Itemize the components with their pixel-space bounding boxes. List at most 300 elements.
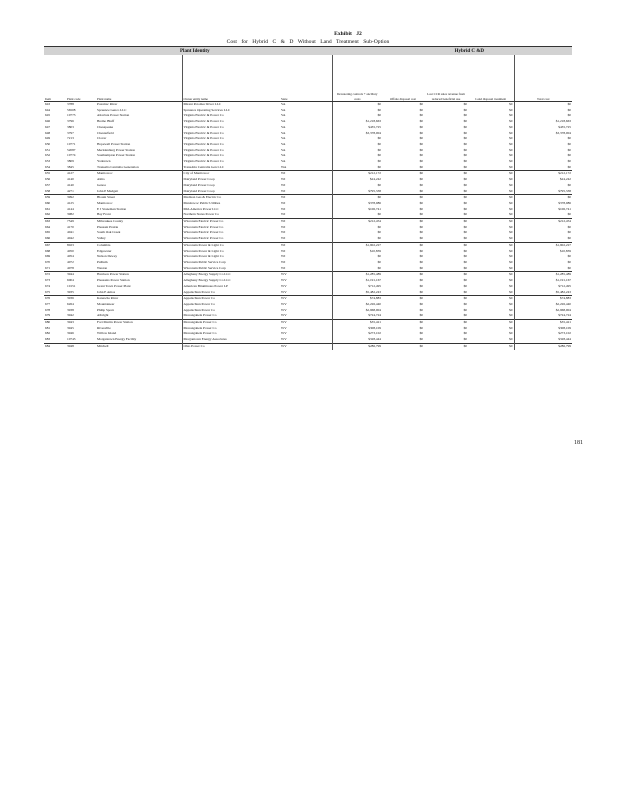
row-land-disposal: $0 (509, 124, 513, 129)
row-lost-ccr: $0 (424, 296, 468, 302)
row-lost-ccr: $0 (463, 124, 467, 129)
row-lost-ccr: $0 (463, 307, 467, 312)
row-owner: Appalachian Power Co (182, 302, 280, 308)
row-state: WI (281, 224, 286, 229)
row-land-disposal: $0 (509, 254, 513, 259)
row-lost-ccr: $0 (424, 242, 468, 248)
row-land-disposal: $0 (509, 177, 513, 182)
row-item: 679 (45, 313, 51, 318)
row-land-disposal: $0 (509, 230, 513, 235)
row-item: 667 (44, 242, 66, 248)
row-plant-code: 4144 (67, 206, 74, 211)
row-plant-name: Pulliam (97, 259, 108, 264)
row-plant-name: Grant Town Power Plant (97, 283, 131, 288)
row-owner: Wisconsin Electric Power Co (182, 219, 280, 225)
row-total: $0 (514, 195, 572, 201)
row-dewatering: $795,338 (332, 189, 382, 195)
col-dewatering: Dewatering controls + ancillary costs (332, 55, 382, 102)
row-plant-name: Edgewater (97, 248, 112, 253)
row-item: 683 (45, 337, 51, 342)
row-state: WV (280, 296, 332, 302)
row-lost-ccr: $0 (463, 337, 467, 342)
row-plant-name: Columbia (96, 242, 182, 248)
row-lost-ccr: $0 (424, 219, 468, 225)
row-dewatering: $0 (332, 230, 382, 236)
row-owner: Virginia Electric & Power Co (182, 125, 280, 131)
row-plant-code: 10743 (67, 337, 76, 342)
row-lost-ccr: $0 (463, 188, 467, 193)
hybrid-label: Hybrid C &D (454, 48, 485, 54)
row-state: WV (281, 307, 287, 312)
row-total: $24,242 (514, 177, 572, 183)
row-offsite: $0 (419, 313, 423, 318)
row-plant-code: 4271 (67, 188, 74, 193)
row-owner: Virginia Electric & Power Co (182, 159, 280, 165)
row-owner: Monongahela Power Co (182, 313, 280, 319)
row-state: WV (281, 325, 287, 330)
row-lost-ccr: $0 (463, 283, 467, 288)
row-offsite: $0 (382, 219, 424, 225)
row-total: $0 (514, 236, 572, 242)
row-land-disposal: $0 (509, 200, 513, 205)
row-dewatering: $273,102 (332, 331, 382, 337)
row-land-disposal: $0 (509, 182, 513, 187)
row-dewatering: $1,902,227 (332, 242, 382, 248)
row-item: 650 (45, 141, 51, 146)
row-plant-name: Blount Street (96, 195, 182, 201)
row-lost-ccr: $0 (463, 313, 467, 318)
row-offsite: $0 (419, 265, 423, 270)
row-dewatering: $0 (332, 260, 382, 266)
row-state: WA (281, 164, 287, 169)
row-state: WI (281, 182, 286, 187)
row-state: WV (281, 337, 287, 342)
row-offsite: $0 (419, 124, 423, 129)
row-total: $0 (514, 183, 572, 189)
row-plant-name: Mountaineer (97, 301, 115, 306)
row-lost-ccr: $0 (463, 265, 467, 270)
row-owner: Virginia Electric & Power Co (182, 113, 280, 119)
row-land-disposal: $0 (509, 188, 513, 193)
row-dewatering: $0 (332, 254, 382, 260)
row-owner: Dairyland Power Coop (182, 183, 280, 189)
row-total: $3,378,004 (514, 131, 572, 137)
table-body (44, 102, 572, 350)
row-dewatering: $0 (332, 113, 382, 119)
row-total: $0 (514, 153, 572, 159)
col-land-disposal: Land disposal treatment (468, 55, 514, 102)
row-item: 678 (45, 307, 51, 312)
row-lost-ccr: $0 (463, 278, 467, 283)
row-state: WI (281, 212, 286, 217)
row-land-disposal: $0 (468, 343, 514, 349)
row-offsite: $0 (419, 182, 423, 187)
row-owner: Allegheny Energy Supply Co LLC (182, 272, 280, 278)
row-plant-name: Milwaukee County (96, 219, 182, 225)
row-total: $378,986 (514, 201, 572, 207)
row-plant-code: 4054 (67, 254, 74, 259)
row-plant-code: 3992 (66, 195, 96, 201)
row-plant-code: 7213 (67, 136, 74, 141)
row-offsite: $0 (419, 278, 423, 283)
row-lost-ccr: $0 (463, 224, 467, 229)
row-dewatering: $3,378,004 (332, 131, 382, 137)
row-total: $0 (514, 136, 572, 142)
row-plant-name: Mecklenburg Power Station (97, 147, 135, 152)
row-item: 655 (44, 171, 66, 177)
row-item: 659 (44, 195, 66, 201)
row-state: WI (280, 195, 332, 201)
row-item: 662 (45, 212, 51, 217)
row-plant-name: Manitowoc (96, 171, 182, 177)
row-plant-name: Alma (97, 177, 105, 182)
row-plant-code: 6264 (67, 301, 74, 306)
row-dewatering: $1,191,167 (332, 278, 382, 284)
row-lost-ccr: $0 (424, 272, 468, 278)
row-total: $712,495 (514, 284, 572, 290)
col-owner: Owner entity name (182, 55, 280, 102)
row-offsite: $0 (419, 141, 423, 146)
row-total: $0 (514, 165, 572, 171)
row-plant-code: 7549 (66, 219, 96, 225)
row-total: $2,968,904 (514, 308, 572, 314)
row-dewatering: $0 (332, 183, 382, 189)
row-item: 674 (45, 283, 51, 288)
row-offsite: $0 (419, 212, 423, 217)
row-item: 668 (45, 248, 51, 253)
row-total: $106,741 (514, 207, 572, 213)
row-lost-ccr: $0 (463, 102, 467, 106)
row-item: 677 (45, 301, 51, 306)
row-land-disposal: $0 (509, 147, 513, 152)
row-total: $0 (514, 260, 572, 266)
row-item: 644 (45, 107, 51, 112)
row-plant-name: Pleasants Power Station (97, 278, 130, 283)
row-plant-code: 4042 (67, 236, 74, 241)
row-lost-ccr: $0 (463, 147, 467, 152)
row-plant-name: Kanawha River (96, 296, 182, 302)
row-state: WI (281, 248, 286, 253)
row-dewatering: $1,218,663 (332, 119, 382, 125)
row-land-disposal: $0 (468, 320, 514, 326)
row-total: $0 (514, 142, 572, 148)
row-state: WV (281, 331, 287, 336)
row-plant-name: Potomac River (97, 102, 118, 106)
row-land-disposal: $0 (509, 159, 513, 164)
row-plant-name: Albright (97, 313, 109, 318)
row-lost-ccr: $0 (463, 289, 467, 294)
row-lost-ccr: $0 (463, 212, 467, 217)
row-plant-name: E J Stoneman Station (97, 206, 127, 211)
row-dewatering: $24,242 (332, 177, 382, 183)
row-land-disposal: $0 (509, 283, 513, 288)
row-owner: Allegheny Energy Supply Co LLC (182, 278, 280, 284)
row-owner: Monongahela Power Co (182, 331, 280, 337)
row-dewatering: $0 (332, 136, 382, 142)
exhibit-label: Exhibit J2 (334, 31, 362, 37)
row-dewatering: $212,454 (332, 219, 382, 225)
row-owner: Manitowoc Public Utilities (182, 201, 280, 207)
row-land-disposal: $0 (468, 195, 514, 201)
row-land-disposal: $0 (509, 331, 513, 336)
row-land-disposal: $0 (509, 130, 513, 135)
row-dewatering: $0 (332, 266, 382, 272)
row-item: 665 (45, 230, 51, 235)
row-owner: Wisconsin Power & Light Co (182, 254, 280, 260)
page-number: 181 (574, 440, 583, 446)
row-owner: Virginia Electric & Power Co (182, 142, 280, 148)
row-plant-name: Yorktown (97, 159, 111, 164)
row-owner: Spruance Operating Services LLC (182, 108, 280, 114)
row-offsite: $0 (382, 320, 424, 326)
row-state: VA (281, 113, 286, 118)
row-total: $273,102 (514, 331, 572, 337)
row-owner: Virginia Electric & Power Co (182, 148, 280, 154)
row-offsite: $0 (419, 307, 423, 312)
row-land-disposal: $0 (509, 307, 513, 312)
col-offsite: Offsite disposal cost (382, 55, 424, 102)
row-lost-ccr: $0 (424, 171, 468, 177)
row-land-disposal: $0 (509, 153, 513, 158)
row-lost-ccr: $0 (463, 177, 467, 182)
exhibit-subtitle: Cost for Hybrid C & D Without Land Treatment Sub-Option (226, 39, 390, 45)
row-plant-name: Mitchell (96, 343, 182, 349)
row-owner: Wisconsin Public Service Corp (182, 266, 280, 272)
row-plant-code: 4125 (67, 200, 74, 205)
row-plant-code: 3845 (67, 164, 74, 169)
row-plant-code: 10151 (67, 283, 76, 288)
row-offsite: $0 (419, 188, 423, 193)
row-plant-name: Willow Island (97, 331, 117, 336)
row-state: WI (281, 200, 286, 205)
row-state: WI (281, 188, 286, 193)
row-offsite: $0 (419, 301, 423, 306)
row-total: $0 (514, 254, 572, 260)
row-total: $724,724 (514, 313, 572, 319)
row-plant-code: 52087 (67, 147, 76, 152)
row-dewatering: $2,226,440 (332, 302, 382, 308)
row-owner: Morgantown Energy Associates (182, 337, 280, 343)
row-lost-ccr: $0 (463, 206, 467, 211)
row-offsite: $0 (419, 102, 423, 106)
row-offsite: $0 (419, 119, 423, 124)
row-total: $10,839 (514, 249, 572, 255)
row-state: WV (281, 301, 287, 306)
row-land-disposal: $0 (509, 313, 513, 318)
row-plant-code: 10773 (67, 113, 76, 118)
row-state: VA (281, 107, 286, 112)
row-offsite: $0 (419, 331, 423, 336)
row-item: 670 (45, 259, 51, 264)
row-lost-ccr: $0 (463, 200, 467, 205)
row-total: $0 (514, 102, 572, 108)
row-plant-code: 4140 (67, 177, 74, 182)
row-dewatering: $0 (332, 236, 382, 242)
row-total: $1,902,227 (514, 242, 572, 248)
row-state: VA (281, 136, 286, 141)
row-item: 671 (45, 265, 51, 270)
row-item: 663 (44, 219, 66, 225)
row-land-disposal: $0 (509, 248, 513, 253)
row-plant-name: Philip Sporn (97, 307, 115, 312)
row-owner: Wisconsin Electric Power Co (182, 225, 280, 231)
row-total: $5,482,243 (514, 290, 572, 296)
row-plant-code: 3946 (67, 331, 74, 336)
row-dewatering: $1,285,489 (332, 272, 382, 278)
row-dewatering: $0 (332, 102, 382, 108)
row-lost-ccr: $0 (463, 248, 467, 253)
row-land-disposal: $0 (509, 113, 513, 118)
col-item: Item (44, 55, 66, 102)
row-dewatering: $0 (332, 212, 382, 218)
row-plant-code: 3982 (67, 212, 74, 217)
row-item: 664 (45, 224, 51, 229)
row-offsite: $0 (382, 242, 424, 248)
row-lost-ccr: $0 (463, 113, 467, 118)
row-plant-name: Rivesville (97, 325, 111, 330)
row-total: $308,109 (514, 326, 572, 332)
col-state: State (280, 55, 332, 102)
row-dewatering: $10,839 (332, 249, 382, 255)
row-plant-code: 4140 (67, 182, 74, 187)
row-owner: Wisconsin Electric Power Co (182, 236, 280, 242)
row-plant-code: 10771 (67, 141, 76, 146)
row-plant-name: South Oak Creek (97, 230, 121, 235)
row-land-disposal: $0 (509, 136, 513, 141)
row-offsite: $0 (419, 136, 423, 141)
row-lost-ccr: $0 (424, 343, 468, 349)
table-row (44, 343, 572, 349)
row-total: $0 (514, 108, 572, 114)
row-plant-name: Chesapeake (97, 124, 114, 129)
row-plant-code: 3944 (66, 272, 96, 278)
row-offsite: $0 (382, 195, 424, 201)
row-dewatering: $724,724 (332, 313, 382, 319)
row-dewatering: $0 (332, 108, 382, 114)
row-total: $795,338 (514, 189, 572, 195)
row-land-disposal: $0 (468, 296, 514, 302)
row-total: $328,444 (514, 337, 572, 343)
row-total: $435,725 (514, 125, 572, 131)
row-plant-name: Altavista Power Station (97, 113, 130, 118)
row-total: $212,172 (514, 171, 572, 177)
row-land-disposal: $0 (509, 337, 513, 342)
row-item: 651 (45, 147, 51, 152)
row-total: $0 (514, 230, 572, 236)
row-plant-code: 8023 (66, 242, 96, 248)
row-owner: Appalachian Power Co (182, 290, 280, 296)
row-land-disposal: $0 (509, 206, 513, 211)
row-offsite: $0 (419, 153, 423, 158)
row-offsite: $0 (419, 147, 423, 152)
row-owner: Virginia Electric & Power Co (182, 119, 280, 125)
row-dewatering: $0 (332, 225, 382, 231)
row-lost-ccr: $0 (463, 136, 467, 141)
row-plant-code: 3796 (67, 119, 74, 124)
row-item: 658 (45, 188, 51, 193)
row-state: VA (281, 130, 286, 135)
row-lost-ccr: $0 (463, 164, 467, 169)
row-plant-name: Manitowoc (97, 200, 113, 205)
row-plant-code: 3938 (67, 307, 74, 312)
row-state: WV (281, 289, 287, 294)
col-lost-ccr: Lost CCR sales revenue from reduced beneficial use (424, 55, 468, 102)
row-plant-code: 3942 (67, 313, 74, 318)
row-plant-code: 56508 (67, 107, 76, 112)
row-owner: Wisconsin Power & Light Co (182, 242, 280, 248)
row-item: 652 (45, 153, 51, 158)
row-lost-ccr: $0 (463, 230, 467, 235)
row-item: 666 (45, 236, 51, 241)
row-state: WI (280, 242, 332, 248)
row-total: $0 (514, 212, 572, 218)
row-owner: Ohio Power Co (182, 343, 280, 349)
row-dewatering: $2,968,904 (332, 308, 382, 314)
cost-table (44, 55, 572, 350)
row-plant-code: 3788 (67, 102, 74, 106)
row-state: VA (281, 124, 286, 129)
row-land-disposal: $0 (509, 119, 513, 124)
row-state: WV (281, 283, 287, 288)
row-item: 643 (45, 102, 51, 106)
row-total: $0 (514, 266, 572, 272)
row-state: WI (280, 219, 332, 225)
row-state: WI (281, 230, 286, 235)
row-state: WV (281, 313, 287, 318)
row-offsite: $0 (419, 130, 423, 135)
row-dewatering: $74,883 (332, 296, 382, 302)
row-lost-ccr: $0 (463, 153, 467, 158)
row-total: $212,454 (514, 219, 572, 225)
row-plant-code: 10774 (67, 153, 76, 158)
row-land-disposal: $0 (468, 219, 514, 225)
row-plant-code: 3809 (67, 159, 74, 164)
row-dewatering: $35,421 (332, 320, 382, 326)
row-lost-ccr: $0 (463, 331, 467, 336)
row-dewatering: $106,741 (332, 207, 382, 213)
row-lost-ccr: $0 (463, 325, 467, 330)
row-item: 656 (45, 177, 51, 182)
row-item: 672 (44, 272, 66, 278)
row-item: 673 (45, 278, 51, 283)
row-owner: Virginia Electric & Power Co (182, 153, 280, 159)
table-header-row (44, 55, 572, 102)
row-state: WV (280, 343, 332, 349)
row-plant-name: Clover (97, 136, 107, 141)
row-plant-code: 4127 (66, 171, 96, 177)
row-dewatering: $712,495 (332, 284, 382, 290)
row-offsite: $0 (419, 236, 423, 241)
row-total: $2,226,440 (514, 302, 572, 308)
row-plant-code: 3797 (67, 130, 74, 135)
row-state: WV (280, 320, 332, 326)
row-lost-ccr: $0 (463, 141, 467, 146)
row-dewatering: $286,799 (332, 343, 382, 349)
row-total: $0 (514, 113, 572, 119)
row-lost-ccr: $0 (424, 195, 468, 201)
row-plant-name: John P Madgett (97, 188, 119, 193)
row-state: WV (281, 278, 287, 283)
row-offsite: $0 (419, 107, 423, 112)
row-lost-ccr: $0 (463, 182, 467, 187)
row-offsite: $0 (419, 283, 423, 288)
row-lost-ccr: $0 (463, 130, 467, 135)
row-plant-name: Pleasant Prairie (97, 224, 119, 229)
row-plant-name: Morgantown Energy Facility (97, 337, 137, 342)
row-owner: City of Manitowoc (182, 171, 280, 177)
row-item: 645 (45, 113, 51, 118)
row-lost-ccr: $0 (463, 301, 467, 306)
